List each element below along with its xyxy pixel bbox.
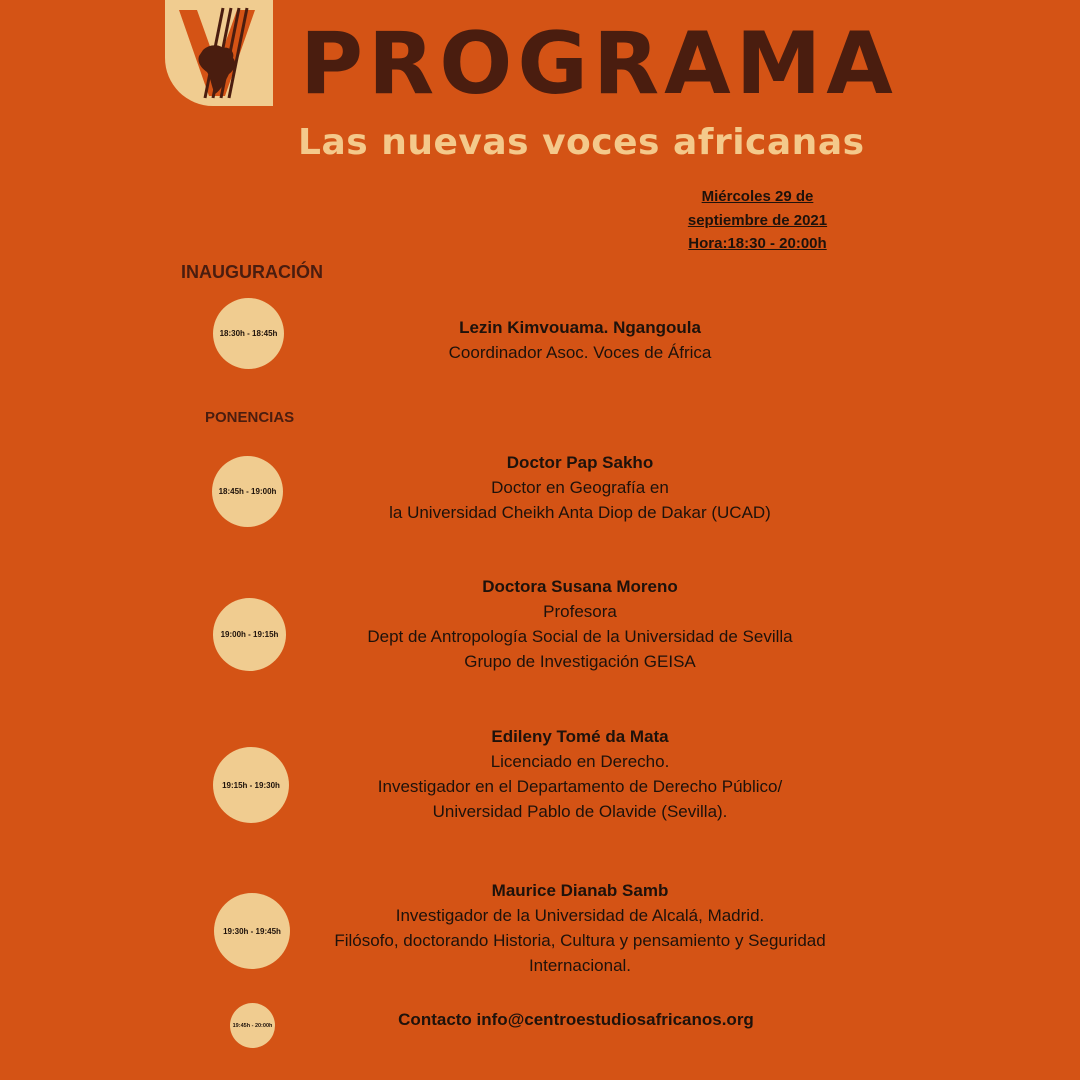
speaker-detail: Licenciado en Derecho.	[490, 752, 670, 771]
time-badge: 19:45h - 20:00h	[230, 1003, 275, 1048]
section-talks: PONENCIAS	[205, 409, 295, 426]
speaker-detail: Investigador de la Universidad de Alcalá, Madrid.	[395, 906, 765, 925]
voces-de-africa-logo	[165, 0, 273, 106]
speaker-detail: Internacional.	[528, 956, 632, 975]
speaker-name: Maurice Dianab Samb	[491, 881, 669, 900]
section-opening: INAUGURACIÓN	[181, 262, 323, 282]
page-title: PROGRAMA	[300, 14, 898, 114]
speaker-detail: Doctor en Geografía en	[491, 478, 669, 497]
page-subtitle: Las nuevas voces africanas	[298, 122, 865, 163]
time-badge: 19:30h - 19:45h	[214, 893, 290, 969]
speaker-block	[300, 574, 860, 674]
date-line-hour: Hora:18:30 - 20:00h	[688, 235, 827, 252]
time-badge: 19:15h - 19:30h	[213, 747, 289, 823]
speaker-detail: Coordinador Asoc. Voces de África	[448, 343, 712, 362]
speaker-detail: Dept de Antropología Social de la Universidad de Sevilla	[367, 627, 793, 646]
time-badge: 18:30h - 18:45h	[213, 298, 284, 369]
speaker-block	[300, 450, 860, 525]
speaker-name: Doctor Pap Sakho	[506, 453, 654, 472]
speaker-detail: Universidad Pablo de Olavide (Sevilla).	[432, 802, 728, 821]
speaker-detail: Investigador en el Departamento de Derecho Público/	[377, 777, 783, 796]
speaker-name: Edileny Tomé da Mata	[491, 727, 669, 746]
speaker-name: Doctora Susana Moreno	[482, 577, 678, 596]
event-date	[660, 185, 855, 256]
date-line-day: Miércoles 29 de	[701, 188, 814, 205]
speaker-detail: Profesora	[543, 602, 617, 621]
time-badge: 18:45h - 19:00h	[212, 456, 283, 527]
speaker-detail: Grupo de Investigación GEISA	[464, 652, 696, 671]
contact-email[interactable]: Contacto info@centroestudiosafricanos.org	[398, 1010, 754, 1029]
date-line-month: septiembre de 2021	[687, 211, 828, 229]
speaker-block	[300, 315, 860, 365]
speaker-name: Lezin Kimvouama. Ngangoula	[459, 318, 701, 337]
speaker-block	[300, 724, 860, 824]
speaker-detail: Filósofo, doctorando Historia, Cultura y pensamiento y Seguridad	[334, 931, 826, 950]
time-badge: 19:00h - 19:15h	[213, 598, 286, 671]
speaker-detail: la Universidad Cheikh Anta Diop de Dakar (UCAD)	[389, 503, 771, 522]
speaker-block	[300, 878, 860, 978]
